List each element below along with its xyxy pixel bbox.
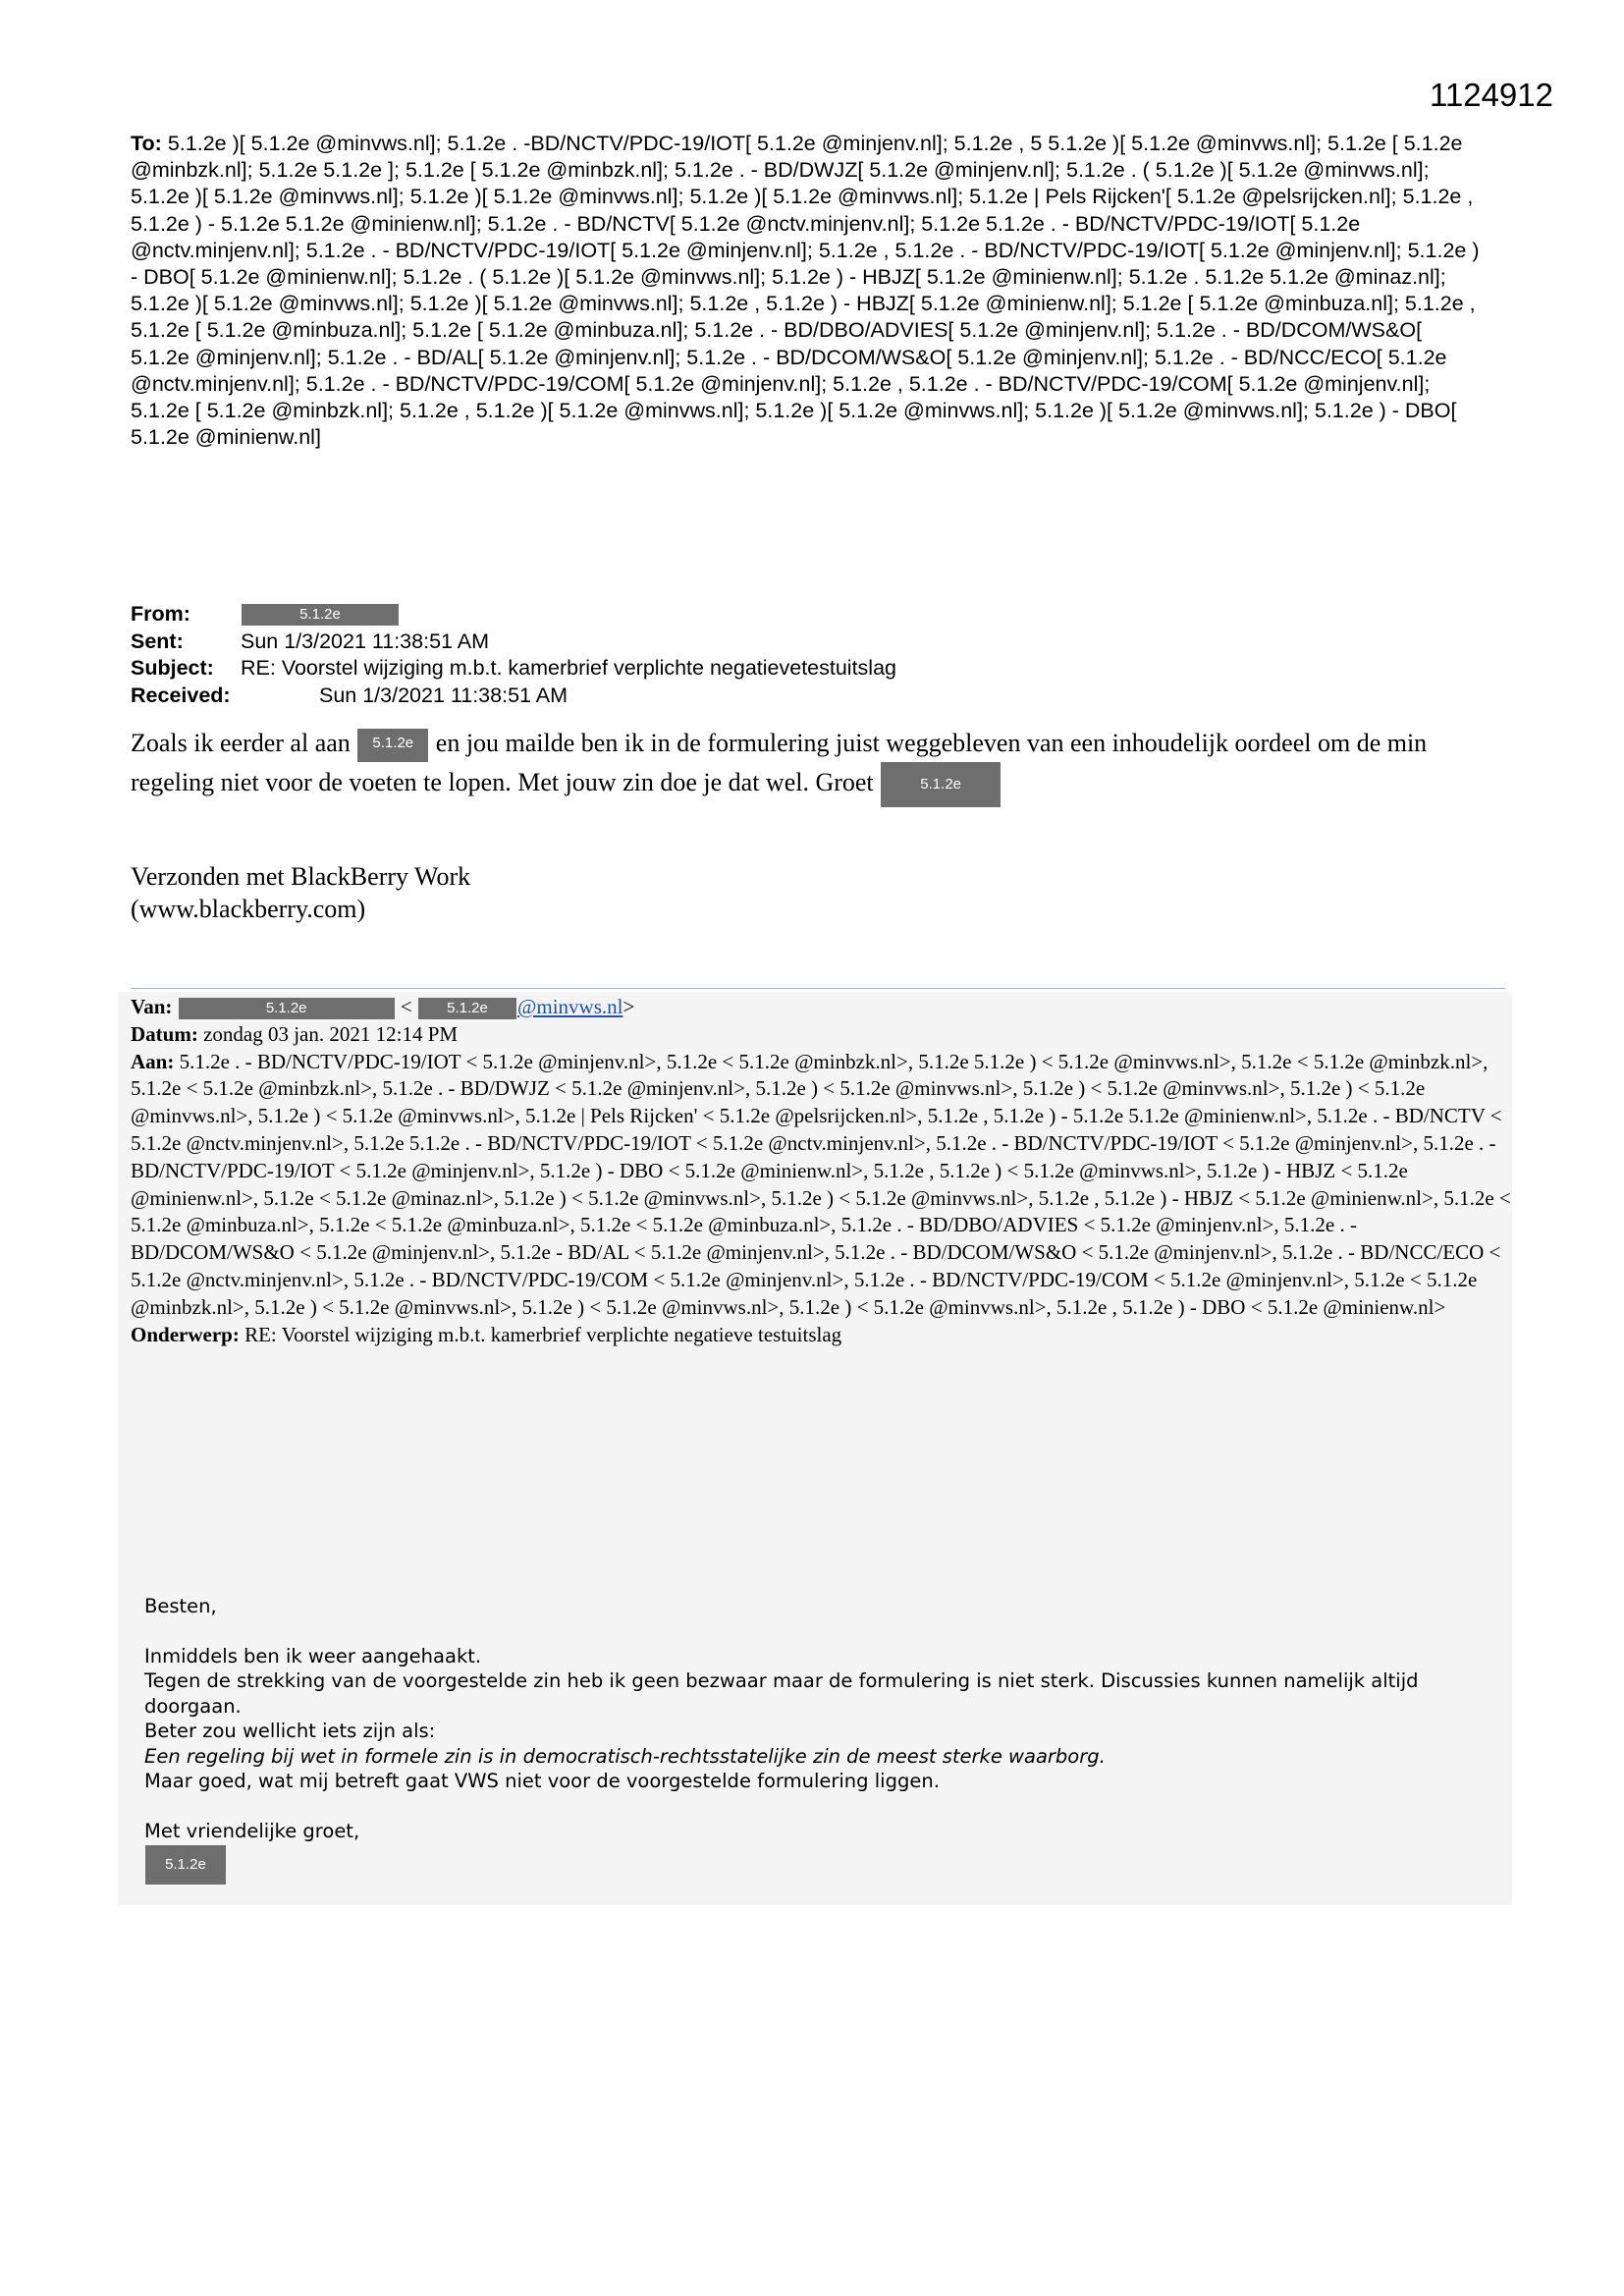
redaction-box: 5.1.2e — [357, 729, 428, 762]
van-label: Van: — [131, 995, 173, 1018]
sent-value: Sun 1/3/2021 11:38:51 AM — [241, 629, 490, 653]
quoted-divider — [131, 988, 1505, 989]
email-meta — [131, 601, 896, 709]
van-email-link[interactable]: @minvws.nl — [517, 995, 623, 1018]
to-recipients-block — [131, 131, 1486, 451]
redaction-box: 5.1.2e — [179, 998, 395, 1019]
aan-recipients-text: 5.1.2e . - BD/NCTV/PDC-19/IOT < 5.1.2e @minjenv.nl>, 5.1.2e < 5.1.2e @minbzk.nl>, 5.1.2e 5.1.2e ) < 5.1.2e @minvws.nl>, 5.1.2e < 5.1.2e @minbzk.nl>, 5.1.2e < 5.1.2e @minbzk.nl>, 5.1.2e . - BD/DWJZ < 5.1.2e @minjenv.nl>, 5.1.2e ) < 5.1.2e @minvws.nl>, 5.1.2e ) < 5.1.2e @minvws.nl>, 5.1.2e ) < 5.1.2e @minvws.nl>, 5.1.2e ) < 5.1.2e @minvws.nl>, 5.1.2e | Pels Rijcken' < 5.1.2e @pelsrijcken.nl>, 5.1.2e , 5.1.2e ) - 5.1.2e 5.1.2e @minienw.nl>, 5.1.2e . - BD/NCTV < 5.1.2e @nctv.minjenv.nl>, 5.1.2e 5.1.2e . - BD/NCTV/PDC-19/IOT < 5.1.2e @nctv.minjenv.nl>, 5.1.2e . - BD/NCTV/PDC-19/IOT < 5.1.2e @minjenv.nl>, 5.1.2e . - BD/NCTV/PDC-19/IOT < 5.1.2e @minjenv.nl>, 5.1.2e ) - DBO < 5.1.2e @minienw.nl>, 5.1.2e , 5.1.2e ) < 5.1.2e @minvws.nl>, 5.1.2e ) - HBJZ < 5.1.2e @minienw.nl>, 5.1.2e < 5.1.2e @minaz.nl>, 5.1.2e ) < 5.1.2e @minvws.nl>, 5.1.2e ) < 5.1.2e @minvws.nl>, 5.1.2e , 5.1.2e ) - HBJZ < 5.1.2e @minienw.nl>, 5.1.2e < 5.1.2e @minbuza.nl>, 5.1.2e < 5.1.2e @minbuza.nl>, 5.1.2e < 5.1.2e @minbuza.nl>, 5.1.2e . - BD/DBO/ADVIES < 5.1.2e @minjenv.nl>, 5.1.2e . - BD/DCOM/WS&O < 5.1.2e @minjenv.nl>, 5.1.2e - BD/AL < 5.1.2e @minjenv.nl>, 5.1.2e . - BD/DCOM/WS&O < 5.1.2e @minjenv.nl>, 5.1.2e . - BD/NCC/ECO < 5.1.2e @nctv.minjenv.nl>, 5.1.2e . - BD/NCTV/PDC-19/COM < 5.1.2e @minjenv.nl>, 5.1.2e . - BD/NCTV/PDC-19/COM < 5.1.2e @minjenv.nl>, 5.1.2e < 5.1.2e @minbzk.nl>, 5.1.2e ) < 5.1.2e @minvws.nl>, 5.1.2e ) < 5.1.2e @minvws.nl>, 5.1.2e ) < 5.1.2e @minvws.nl>, 5.1.2e , 5.1.2e ) - DBO < 5.1.2e @minienw.nl> — [131, 1049, 1511, 1319]
sent-label: Sent: — [131, 629, 184, 653]
onderwerp-label: Onderwerp: — [131, 1322, 240, 1346]
datum-label: Datum: — [131, 1021, 198, 1046]
subject-value: RE: Voorstel wijziging m.b.t. kamerbrief verplichte negatievetestuitslag — [241, 656, 897, 680]
redaction-box: 5.1.2e — [145, 1845, 226, 1885]
redaction-box: 5.1.2e — [242, 604, 399, 626]
to-label: To: — [131, 132, 162, 155]
body-line-5: Maar goed, wat mij betreft gaat VWS niet voor de voorgestelde formulering liggen. — [144, 1770, 940, 1792]
body-line-4-italic: Een regeling bij wet in formele zin is in democratisch-rechtsstatelijke zin de meest sterke waarborg. — [144, 1744, 1106, 1768]
document-number: 1124912 — [1429, 77, 1553, 113]
received-value: Sun 1/3/2021 11:38:51 AM — [319, 683, 568, 707]
message-part2: en jou mailde ben ik in de formulering juist weggebleven van een inhoudelijk oordeel om de min regeling niet voor de voeten te lopen. Met jouw zin doe je dat wel. Groet — [131, 729, 1428, 796]
received-label: Received: — [131, 683, 231, 707]
onderwerp-value: RE: Voorstel wijziging m.b.t. kamerbrief verplichte negatieve testuitslag — [244, 1322, 842, 1346]
redaction-box: 5.1.2e — [418, 998, 516, 1019]
greeting: Besten, — [144, 1595, 217, 1617]
signature — [131, 860, 470, 925]
signature-line-2: (www.blackberry.com) — [131, 895, 366, 923]
body-line-2: Tegen de strekking van de voorgestelde zin heb ik geen bezwaar maar de formulering is niet sterk. Discussies kunnen namelijk altijd doorgaan. — [144, 1669, 1419, 1718]
quoted-body — [144, 1594, 1499, 1885]
body-line-1: Inmiddels ben ik weer aangehaakt. — [144, 1644, 482, 1667]
subject-label: Subject: — [131, 656, 214, 680]
aan-label: Aan: — [131, 1049, 175, 1073]
signature-line-1: Verzonden met BlackBerry Work — [131, 862, 471, 891]
quoted-header: Van: 5.1.2e < 5.1.2e @minvws.nl> Datum: zondag 03 jan. 2021 12:14 PM Aan: 5.1.2e . - BD/NCTV/PDC-19/IOT < 5.1.2e @minjenv.nl>, 5.1.2e < 5.1.2e @minbzk.nl>, 5.1.2e 5.1.2e ) < 5.1.2e @minvws.nl>, 5.1.2e < 5.1.2e @minbzk.nl>, 5.1.2e < 5.1.2e @minbzk.nl>, 5.1.2e . - BD/DWJZ < 5.1.2e @minjenv.nl>, 5.1.2e ) < 5.1.2e @minvws.nl>, 5.1.2e ) < 5.1.2e @minvws.nl>, 5.1.2e ) < 5.1.2e @minvws.nl>, 5.1.2e ) < 5.1.2e @minvws.nl>, 5.1.2e | Pels Rijcken' < 5.1.2e @pelsrijcken.nl>, 5.1.2e , 5.1.2e ) - 5.1.2e 5.1.2e @minienw.nl>, 5.1.2e . - BD/NCTV < 5.1.2e @nctv.minjenv.nl>, 5.1.2e 5.1.2e . - BD/NCTV/PDC-19/IOT < 5.1.2e @nctv.minjenv.nl>, 5.1.2e . - BD/NCTV/PDC-19/IOT < 5.1.2e @minjenv.nl>, 5.1.2e . - BD/NCTV/PDC-19/IOT < 5.1.2e @minjenv.nl>, 5.1.2e ) - DBO < 5.1.2e @minienw.nl>, 5.1.2e , 5.1.2e ) < 5.1.2e @minvws.nl>, 5.1.2e ) - HBJZ < 5.1.2e @minienw.nl>, 5.1.2e < 5.1.2e @minaz.nl>, 5.1.2e ) < 5.1.2e @minvws.nl>, 5.1.2e ) < 5.1.2e @minvws.nl>, 5.1.2e , 5.1.2e ) - HBJZ < 5.1.2e @minienw.nl>, 5.1.2e < 5.1.2e @minbuza.nl>, 5.1.2e < 5.1.2e @minbuza.nl>, 5.1.2e < 5.1.2e @minbuza.nl>, 5.1.2e . - BD/DBO/ADVIES < 5.1.2e @minjenv.nl>, 5.1.2e . - BD/DCOM/WS&O < 5.1.2e @minjenv.nl>, 5.1.2e - BD/AL < 5.1.2e @minjenv.nl>, 5.1.2e . - BD/DCOM/WS&O < 5.1.2e @minjenv.nl>, 5.1.2e . - BD/NCC/ECO < 5.1.2e @nctv.minjenv.nl>, 5.1.2e . - BD/NCTV/PDC-19/COM < 5.1.2e @minjenv.nl>, 5.1.2e . - BD/NCTV/PDC-19/COM < 5.1.2e @minjenv.nl>, 5.1.2e < 5.1.2e @minbzk.nl>, 5.1.2e ) < 5.1.2e @minvws.nl>, 5.1.2e ) < 5.1.2e @minvws.nl>, 5.1.2e ) < 5.1.2e @minvws.nl>, 5.1.2e , 5.1.2e ) - DBO < 5.1.2e @minienw.nl> Onderwerp: RE: Voorstel wijziging m.b.t. kamerbrief verplichte negatieve testuitslag — [131, 995, 1511, 1346]
to-recipients-text: 5.1.2e )[ 5.1.2e @minvws.nl]; 5.1.2e . -BD/NCTV/PDC-19/IOT[ 5.1.2e @minjenv.nl]; 5.1.2e , 5 5.1.2e )[ 5.1.2e @minvws.nl]; 5.1.2e [ 5.1.2e @minbzk.nl]; 5.1.2e 5.1.2e ]; 5.1.2e [ 5.1.2e @minbzk.nl]; 5.1.2e . - BD/DWJZ[ 5.1.2e @minjenv.nl]; 5.1.2e . ( 5.1.2e )[ 5.1.2e @minvws.nl]; 5.1.2e )[ 5.1.2e @minvws.nl]; 5.1.2e )[ 5.1.2e @minvws.nl]; 5.1.2e )[ 5.1.2e @minvws.nl]; 5.1.2e | Pels Rijcken'[ 5.1.2e @pelsrijcken.nl]; 5.1.2e , 5.1.2e ) - 5.1.2e 5.1.2e @minienw.nl]; 5.1.2e . - BD/NCTV[ 5.1.2e @nctv.minjenv.nl]; 5.1.2e 5.1.2e . - BD/NCTV/PDC-19/IOT[ 5.1.2e @nctv.minjenv.nl]; 5.1.2e . - BD/NCTV/PDC-19/IOT[ 5.1.2e @minjenv.nl]; 5.1.2e , 5.1.2e . - BD/NCTV/PDC-19/IOT[ 5.1.2e @minjenv.nl]; 5.1.2e ) - DBO[ 5.1.2e @minienw.nl]; 5.1.2e . ( 5.1.2e )[ 5.1.2e @minvws.nl]; 5.1.2e ) - HBJZ[ 5.1.2e @minienw.nl]; 5.1.2e . 5.1.2e 5.1.2e @minaz.nl]; 5.1.2e )[ 5.1.2e @minvws.nl]; 5.1.2e )[ 5.1.2e @minvws.nl]; 5.1.2e , 5.1.2e ) - HBJZ[ 5.1.2e @minienw.nl]; 5.1.2e [ 5.1.2e @minbuza.nl]; 5.1.2e , 5.1.2e [ 5.1.2e @minbuza.nl]; 5.1.2e [ 5.1.2e @minbuza.nl]; 5.1.2e . - BD/DBO/ADVIES[ 5.1.2e @minjenv.nl]; 5.1.2e . - BD/DCOM/WS&O[ 5.1.2e @minjenv.nl]; 5.1.2e . - BD/AL[ 5.1.2e @minjenv.nl]; 5.1.2e . - BD/DCOM/WS&O[ 5.1.2e @minjenv.nl]; 5.1.2e . - BD/NCC/ECO[ 5.1.2e @nctv.minjenv.nl]; 5.1.2e . - BD/NCTV/PDC-19/COM[ 5.1.2e @minjenv.nl]; 5.1.2e , 5.1.2e . - BD/NCTV/PDC-19/COM[ 5.1.2e @minjenv.nl]; 5.1.2e [ 5.1.2e @minbzk.nl]; 5.1.2e , 5.1.2e )[ 5.1.2e @minvws.nl]; 5.1.2e )[ 5.1.2e @minvws.nl]; 5.1.2e )[ 5.1.2e @minvws.nl]; 5.1.2e ) - DBO[ 5.1.2e @minienw.nl] — [131, 132, 1480, 450]
closing: Met vriendelijke groet, — [144, 1819, 360, 1842]
message-body — [131, 727, 1505, 807]
redaction-box: 5.1.2e — [881, 762, 1001, 807]
message-part1: Zoals ik eerder al aan — [131, 729, 351, 757]
datum-value: zondag 03 jan. 2021 12:14 PM — [203, 1021, 459, 1046]
body-line-3: Beter zou wellicht iets zijn als: — [144, 1720, 436, 1742]
from-label: From: — [131, 602, 190, 626]
